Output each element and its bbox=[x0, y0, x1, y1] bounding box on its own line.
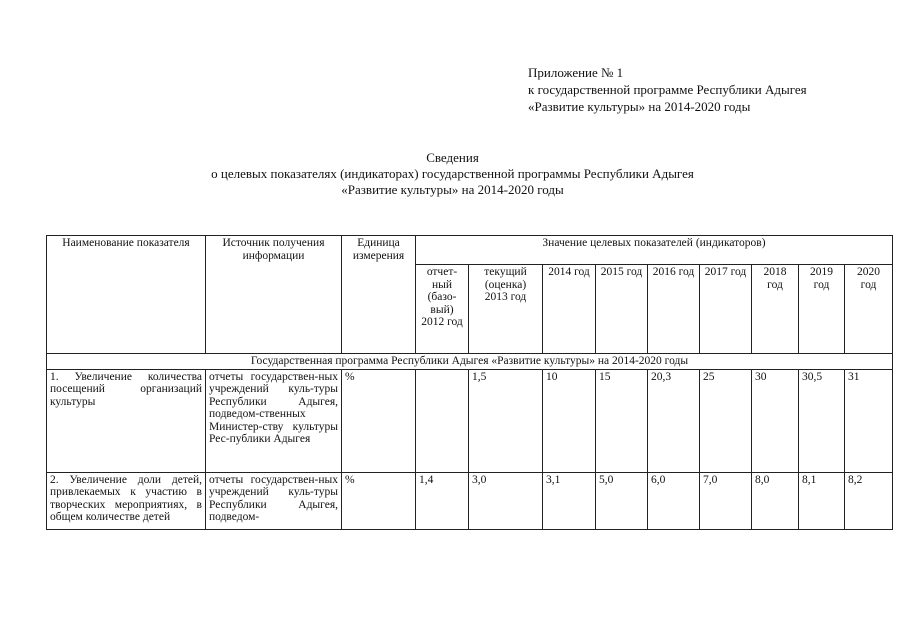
document-title bbox=[0, 150, 905, 198]
value-current: 1,5 bbox=[469, 369, 543, 472]
indicator-name: 1. Увеличение количества посещений организаций культуры bbox=[47, 369, 206, 472]
indicator-name: 2. Увеличение доли детей, привлекаемых к участию в творческих мероприятиях, в общем количестве детей bbox=[47, 472, 206, 529]
header-2016: 2016 год bbox=[648, 265, 700, 354]
header-source: Источник получения информации bbox=[206, 236, 342, 354]
appendix-program-name: «Развитие культуры» на 2014-2020 годы bbox=[528, 99, 751, 114]
header-2019: 2019 год bbox=[799, 265, 845, 354]
value-2019: 30,5 bbox=[799, 369, 845, 472]
indicator-source: отчеты государствен-ных учреждений куль-туры Республики Адыгея, подведом- bbox=[206, 472, 342, 529]
header-2015: 2015 год bbox=[596, 265, 648, 354]
header-unit: Единица измерения bbox=[342, 236, 416, 354]
header-2018: 2018 год bbox=[752, 265, 799, 354]
table-row bbox=[47, 472, 893, 529]
indicator-unit: % bbox=[342, 472, 416, 529]
header-2020: 2020 год bbox=[845, 265, 893, 354]
header-2014: 2014 год bbox=[543, 265, 596, 354]
value-2015: 5,0 bbox=[596, 472, 648, 529]
value-2016: 6,0 bbox=[648, 472, 700, 529]
value-2019: 8,1 bbox=[799, 472, 845, 529]
appendix-program: к государственной программе Республики Адыгея bbox=[528, 82, 807, 97]
title-line-2: о целевых показателях (индикаторах) государственной программы Республики Адыгея bbox=[211, 166, 694, 181]
header-2017: 2017 год bbox=[700, 265, 752, 354]
value-base: 1,4 bbox=[416, 472, 469, 529]
value-2017: 7,0 bbox=[700, 472, 752, 529]
title-line-1: Сведения bbox=[426, 150, 479, 165]
header-values: Значение целевых показателей (индикаторов) bbox=[416, 236, 893, 265]
value-2017: 25 bbox=[700, 369, 752, 472]
header-name: Наименование показателя bbox=[47, 236, 206, 354]
value-2014: 3,1 bbox=[543, 472, 596, 529]
value-2018: 8,0 bbox=[752, 472, 799, 529]
value-base bbox=[416, 369, 469, 472]
table-row bbox=[47, 369, 893, 472]
indicator-source: отчеты государствен-ных учреждений куль-туры Республики Адыгея, подведом-ственных Министер-ству культуры Рес-публики Адыгея bbox=[206, 369, 342, 472]
value-2015: 15 bbox=[596, 369, 648, 472]
section-title: Государственная программа Республики Адыгея «Развитие культуры» на 2014-2020 годы bbox=[47, 354, 893, 370]
indicators-table bbox=[46, 235, 893, 530]
value-2014: 10 bbox=[543, 369, 596, 472]
appendix-header bbox=[528, 64, 807, 115]
title-line-3: «Развитие культуры» на 2014-2020 годы bbox=[341, 182, 564, 197]
value-2020: 31 bbox=[845, 369, 893, 472]
appendix-number: Приложение № 1 bbox=[528, 65, 624, 80]
header-base-year: отчет-ный (базо-вый) 2012 год bbox=[416, 265, 469, 354]
value-2020: 8,2 bbox=[845, 472, 893, 529]
indicator-unit: % bbox=[342, 369, 416, 472]
value-2018: 30 bbox=[752, 369, 799, 472]
value-2016: 20,3 bbox=[648, 369, 700, 472]
value-current: 3,0 bbox=[469, 472, 543, 529]
header-current-year: текущий (оценка) 2013 год bbox=[469, 265, 543, 354]
